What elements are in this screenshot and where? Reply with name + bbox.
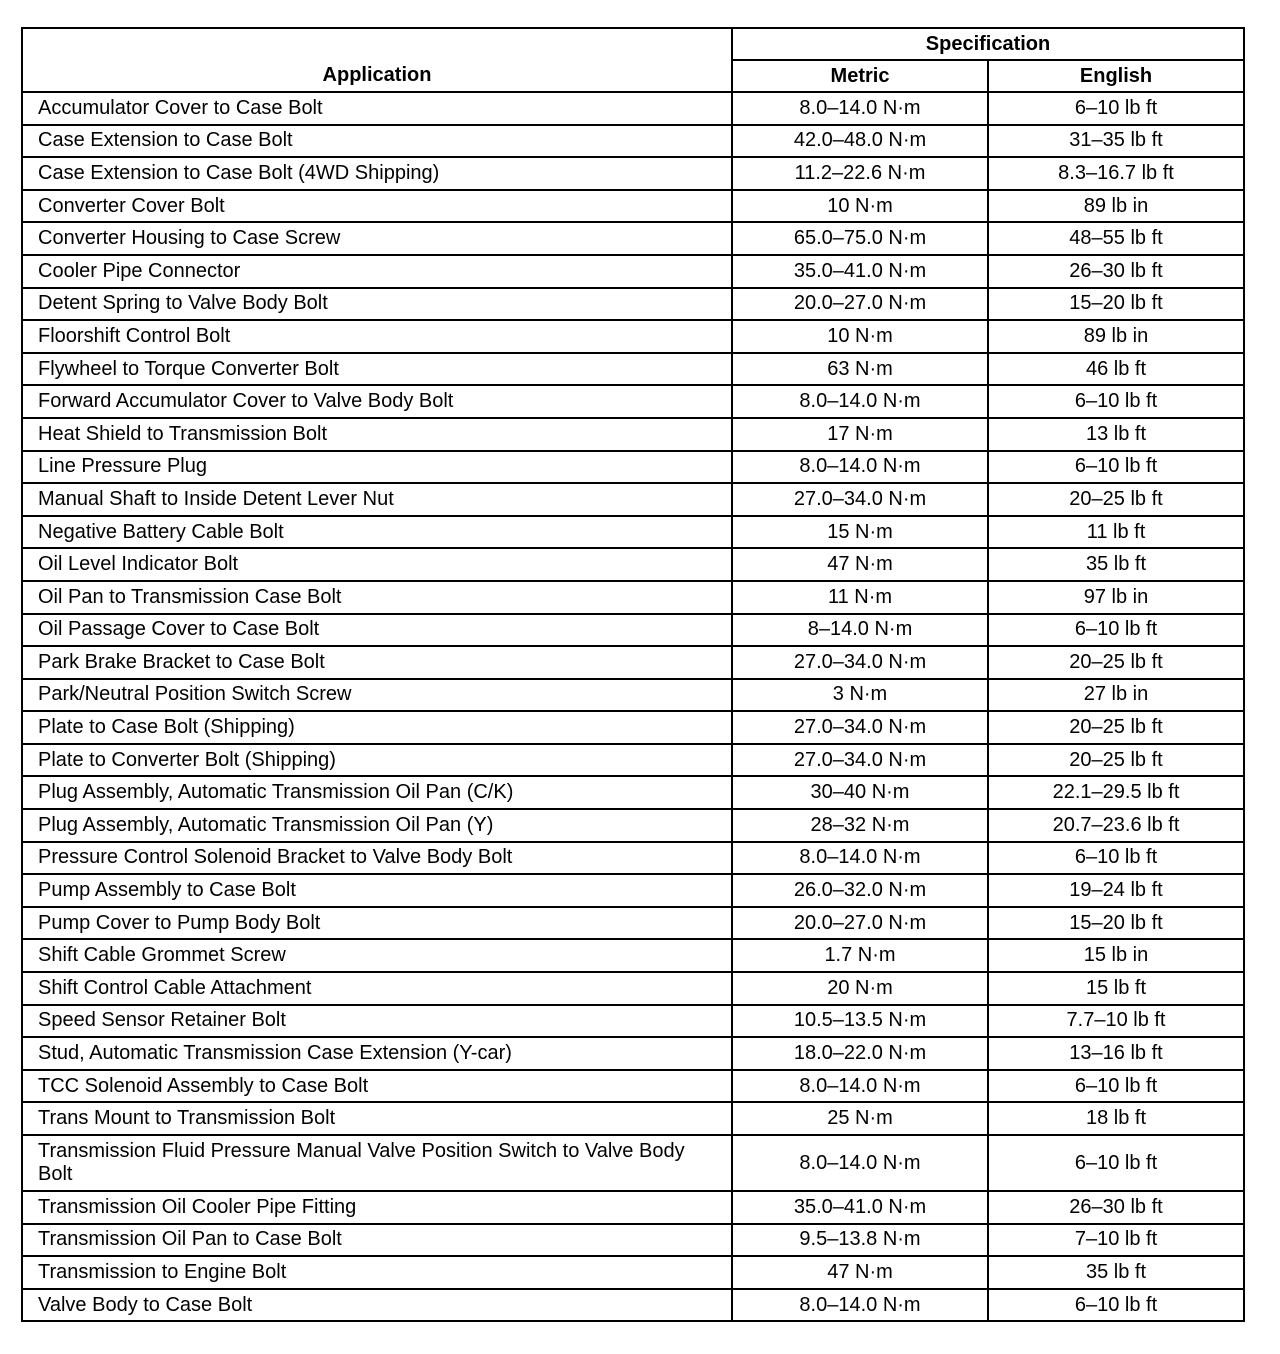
metric-cell: 30–40 N·m [732, 776, 988, 809]
application-cell: Park/Neutral Position Switch Screw [22, 679, 732, 712]
metric-cell: 8–14.0 N·m [732, 614, 988, 647]
table-row [22, 646, 1244, 679]
application-cell: Shift Control Cable Attachment [22, 972, 732, 1005]
table-body [22, 92, 1244, 1321]
metric-cell: 20 N·m [732, 972, 988, 1005]
application-cell: Pump Assembly to Case Bolt [22, 874, 732, 907]
application-cell: Trans Mount to Transmission Bolt [22, 1102, 732, 1135]
english-cell: 15 lb in [988, 939, 1244, 972]
english-cell: 6–10 lb ft [988, 451, 1244, 484]
english-cell: 89 lb in [988, 190, 1244, 223]
metric-cell: 10 N·m [732, 190, 988, 223]
metric-cell: 20.0–27.0 N·m [732, 288, 988, 321]
table-row [22, 1102, 1244, 1135]
table-row [22, 614, 1244, 647]
english-cell: 27 lb in [988, 679, 1244, 712]
application-cell: Pump Cover to Pump Body Bolt [22, 907, 732, 940]
table-row [22, 842, 1244, 875]
english-cell: 7–10 lb ft [988, 1224, 1244, 1257]
table-row [22, 972, 1244, 1005]
table-row [22, 1289, 1244, 1322]
metric-cell: 27.0–34.0 N·m [732, 744, 988, 777]
metric-cell: 8.0–14.0 N·m [732, 1070, 988, 1103]
english-cell: 6–10 lb ft [988, 1289, 1244, 1322]
application-cell: Flywheel to Torque Converter Bolt [22, 353, 732, 386]
application-cell: Accumulator Cover to Case Bolt [22, 92, 732, 125]
table-row [22, 548, 1244, 581]
english-cell: 26–30 lb ft [988, 255, 1244, 288]
header-metric: Metric [732, 60, 988, 92]
english-cell: 89 lb in [988, 320, 1244, 353]
header-specification: Specification [732, 28, 1244, 60]
metric-cell: 3 N·m [732, 679, 988, 712]
table-row [22, 385, 1244, 418]
table-row [22, 288, 1244, 321]
application-cell: TCC Solenoid Assembly to Case Bolt [22, 1070, 732, 1103]
english-cell: 48–55 lb ft [988, 222, 1244, 255]
application-cell: Case Extension to Case Bolt (4WD Shipping) [22, 157, 732, 190]
application-cell: Pressure Control Solenoid Bracket to Valve Body Bolt [22, 842, 732, 875]
table-row [22, 1224, 1244, 1257]
application-cell: Heat Shield to Transmission Bolt [22, 418, 732, 451]
metric-cell: 65.0–75.0 N·m [732, 222, 988, 255]
table-row [22, 581, 1244, 614]
english-cell: 13–16 lb ft [988, 1037, 1244, 1070]
application-cell: Plug Assembly, Automatic Transmission Oil Pan (Y) [22, 809, 732, 842]
english-cell: 6–10 lb ft [988, 1135, 1244, 1191]
english-cell: 26–30 lb ft [988, 1191, 1244, 1224]
metric-cell: 10 N·m [732, 320, 988, 353]
application-cell: Plate to Converter Bolt (Shipping) [22, 744, 732, 777]
table-row [22, 874, 1244, 907]
application-cell: Floorshift Control Bolt [22, 320, 732, 353]
english-cell: 18 lb ft [988, 1102, 1244, 1135]
application-cell: Line Pressure Plug [22, 451, 732, 484]
table-header [22, 28, 1244, 92]
application-cell: Detent Spring to Valve Body Bolt [22, 288, 732, 321]
table-row [22, 776, 1244, 809]
table-row [22, 939, 1244, 972]
english-cell: 6–10 lb ft [988, 92, 1244, 125]
application-cell: Converter Cover Bolt [22, 190, 732, 223]
application-cell: Transmission Oil Cooler Pipe Fitting [22, 1191, 732, 1224]
application-cell: Oil Passage Cover to Case Bolt [22, 614, 732, 647]
metric-cell: 8.0–14.0 N·m [732, 92, 988, 125]
header-english: English [988, 60, 1244, 92]
english-cell: 6–10 lb ft [988, 1070, 1244, 1103]
application-cell: Oil Pan to Transmission Case Bolt [22, 581, 732, 614]
english-cell: 20–25 lb ft [988, 646, 1244, 679]
table-row [22, 92, 1244, 125]
table-row [22, 1191, 1244, 1224]
english-cell: 7.7–10 lb ft [988, 1005, 1244, 1038]
application-cell: Transmission to Engine Bolt [22, 1256, 732, 1289]
table-row [22, 907, 1244, 940]
metric-cell: 27.0–34.0 N·m [732, 711, 988, 744]
english-cell: 13 lb ft [988, 418, 1244, 451]
english-cell: 6–10 lb ft [988, 385, 1244, 418]
metric-cell: 8.0–14.0 N·m [732, 1289, 988, 1322]
metric-cell: 35.0–41.0 N·m [732, 255, 988, 288]
metric-cell: 8.0–14.0 N·m [732, 842, 988, 875]
metric-cell: 11.2–22.6 N·m [732, 157, 988, 190]
table-row [22, 320, 1244, 353]
application-cell: Converter Housing to Case Screw [22, 222, 732, 255]
english-cell: 15 lb ft [988, 972, 1244, 1005]
metric-cell: 47 N·m [732, 1256, 988, 1289]
table-row [22, 711, 1244, 744]
metric-cell: 25 N·m [732, 1102, 988, 1135]
metric-cell: 18.0–22.0 N·m [732, 1037, 988, 1070]
metric-cell: 28–32 N·m [732, 809, 988, 842]
metric-cell: 35.0–41.0 N·m [732, 1191, 988, 1224]
metric-cell: 8.0–14.0 N·m [732, 385, 988, 418]
application-cell: Forward Accumulator Cover to Valve Body Bolt [22, 385, 732, 418]
metric-cell: 63 N·m [732, 353, 988, 386]
application-cell: Transmission Fluid Pressure Manual Valve Position Switch to Valve Body Bolt [22, 1135, 732, 1191]
english-cell: 6–10 lb ft [988, 614, 1244, 647]
application-cell: Stud, Automatic Transmission Case Extension (Y-car) [22, 1037, 732, 1070]
table-row [22, 1005, 1244, 1038]
english-cell: 35 lb ft [988, 548, 1244, 581]
application-cell: Speed Sensor Retainer Bolt [22, 1005, 732, 1038]
english-cell: 97 lb in [988, 581, 1244, 614]
table-row [22, 1037, 1244, 1070]
application-cell: Cooler Pipe Connector [22, 255, 732, 288]
metric-cell: 15 N·m [732, 516, 988, 549]
table-row [22, 744, 1244, 777]
english-cell: 11 lb ft [988, 516, 1244, 549]
table-row [22, 483, 1244, 516]
english-cell: 8.3–16.7 lb ft [988, 157, 1244, 190]
table-row [22, 157, 1244, 190]
english-cell: 20–25 lb ft [988, 711, 1244, 744]
application-cell: Valve Body to Case Bolt [22, 1289, 732, 1322]
application-cell: Shift Cable Grommet Screw [22, 939, 732, 972]
application-cell: Manual Shaft to Inside Detent Lever Nut [22, 483, 732, 516]
table-row [22, 1135, 1244, 1191]
table-row [22, 679, 1244, 712]
english-cell: 15–20 lb ft [988, 907, 1244, 940]
english-cell: 6–10 lb ft [988, 842, 1244, 875]
metric-cell: 17 N·m [732, 418, 988, 451]
torque-spec-table [21, 27, 1245, 1322]
metric-cell: 10.5–13.5 N·m [732, 1005, 988, 1038]
english-cell: 20–25 lb ft [988, 483, 1244, 516]
application-cell: Park Brake Bracket to Case Bolt [22, 646, 732, 679]
english-cell: 20.7–23.6 lb ft [988, 809, 1244, 842]
english-cell: 19–24 lb ft [988, 874, 1244, 907]
metric-cell: 26.0–32.0 N·m [732, 874, 988, 907]
english-cell: 31–35 lb ft [988, 125, 1244, 158]
metric-cell: 9.5–13.8 N·m [732, 1224, 988, 1257]
table-row [22, 222, 1244, 255]
metric-cell: 1.7 N·m [732, 939, 988, 972]
table-row [22, 418, 1244, 451]
metric-cell: 8.0–14.0 N·m [732, 451, 988, 484]
metric-cell: 27.0–34.0 N·m [732, 646, 988, 679]
metric-cell: 8.0–14.0 N·m [732, 1135, 988, 1191]
metric-cell: 11 N·m [732, 581, 988, 614]
table-row [22, 809, 1244, 842]
english-cell: 22.1–29.5 lb ft [988, 776, 1244, 809]
table-row [22, 353, 1244, 386]
application-cell: Plug Assembly, Automatic Transmission Oil Pan (C/K) [22, 776, 732, 809]
english-cell: 20–25 lb ft [988, 744, 1244, 777]
application-cell: Transmission Oil Pan to Case Bolt [22, 1224, 732, 1257]
table-row [22, 255, 1244, 288]
application-cell: Case Extension to Case Bolt [22, 125, 732, 158]
english-cell: 35 lb ft [988, 1256, 1244, 1289]
table-row [22, 1070, 1244, 1103]
table-row [22, 190, 1244, 223]
header-row-top [22, 28, 1244, 60]
application-cell: Negative Battery Cable Bolt [22, 516, 732, 549]
metric-cell: 47 N·m [732, 548, 988, 581]
table-row [22, 451, 1244, 484]
metric-cell: 42.0–48.0 N·m [732, 125, 988, 158]
table-row [22, 125, 1244, 158]
metric-cell: 27.0–34.0 N·m [732, 483, 988, 516]
table-row [22, 516, 1244, 549]
metric-cell: 20.0–27.0 N·m [732, 907, 988, 940]
application-cell: Plate to Case Bolt (Shipping) [22, 711, 732, 744]
table-row [22, 1256, 1244, 1289]
english-cell: 46 lb ft [988, 353, 1244, 386]
english-cell: 15–20 lb ft [988, 288, 1244, 321]
header-application: Application [22, 28, 732, 92]
application-cell: Oil Level Indicator Bolt [22, 548, 732, 581]
